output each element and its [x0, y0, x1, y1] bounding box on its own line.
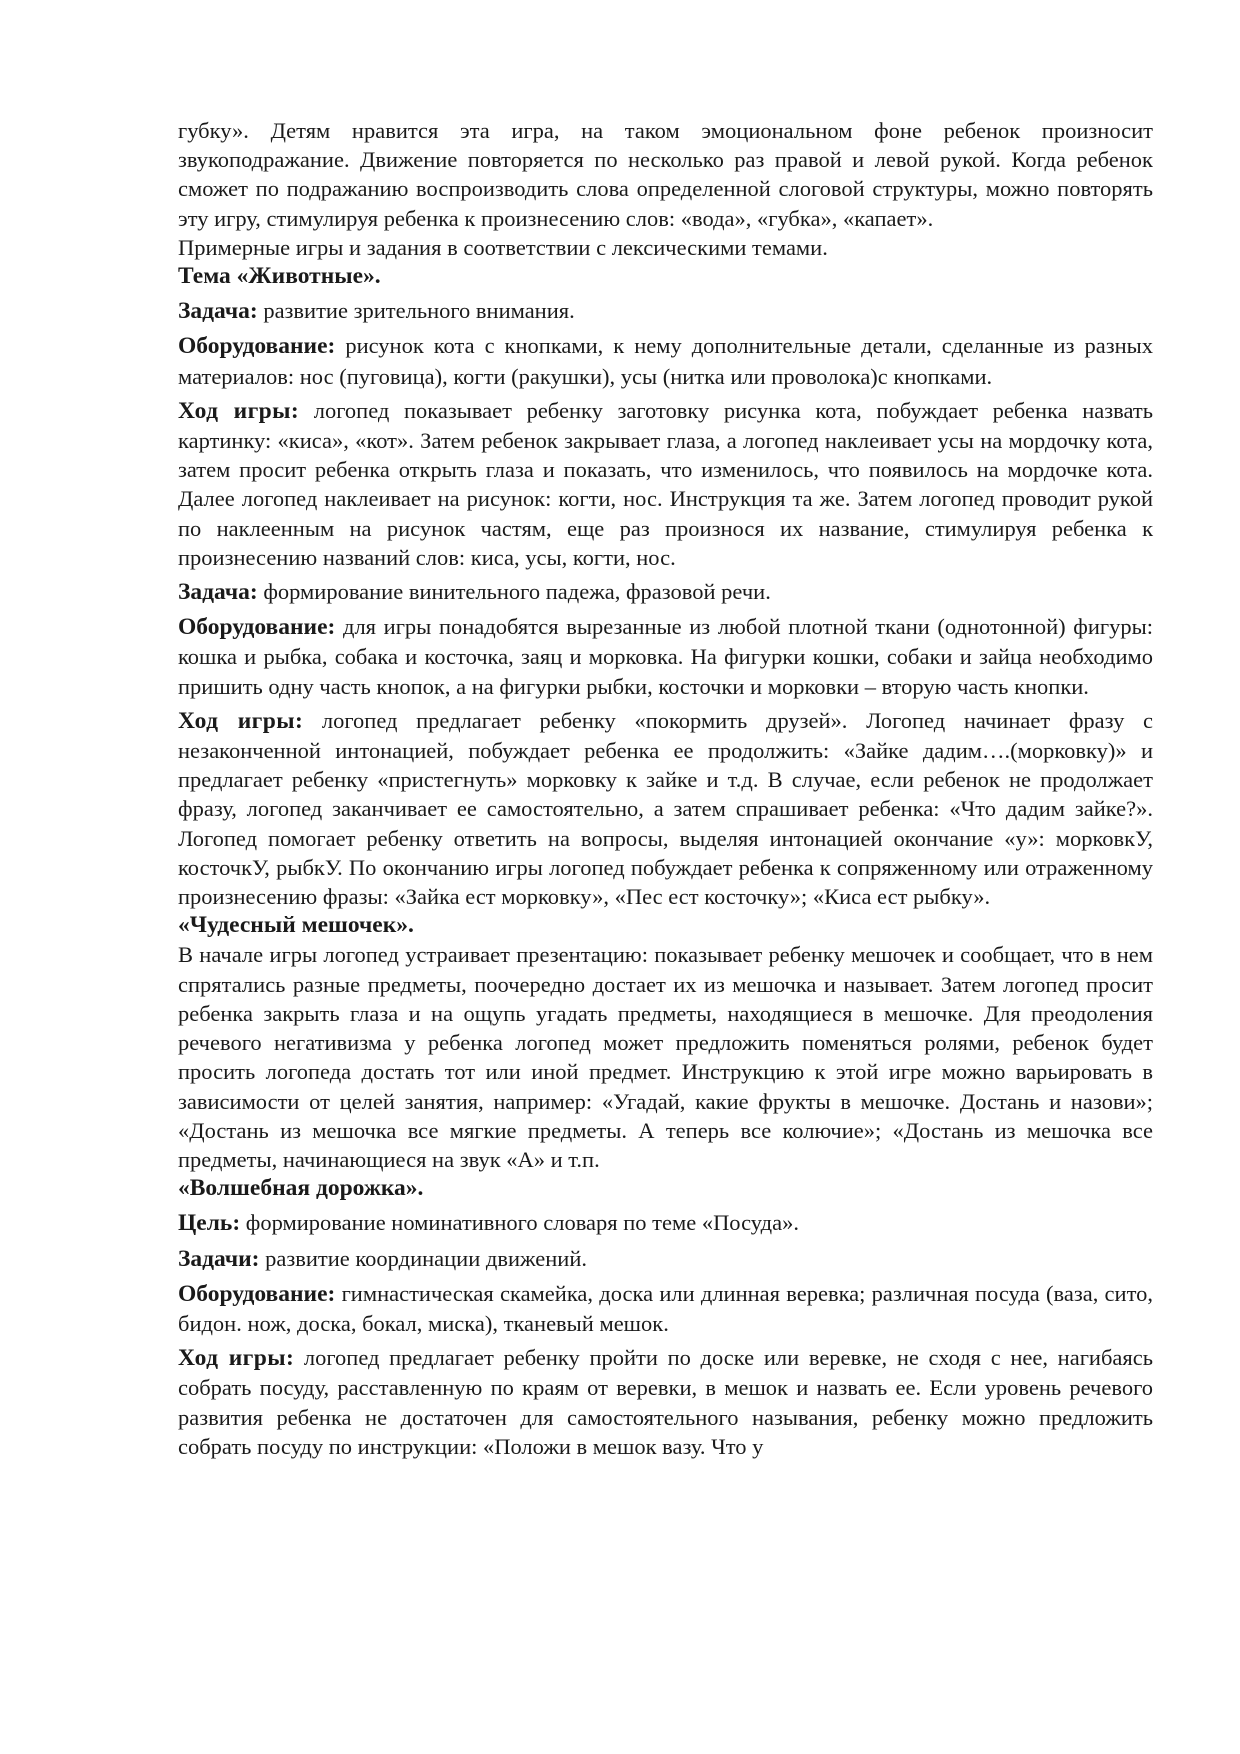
heading-theme-animals: Тема «Животные».	[178, 263, 381, 290]
task-text: формирование винительного падежа, фразовой речи.	[257, 579, 771, 605]
game-course-text: логопед показывает ребенку заготовку рисунка кота, побуждает ребенка назвать картинку: «киса», «кот». Затем ребенок закрывает глаза, а логопед наклеивает усы на мордочку кота, затем просит ребенка открыть глаза и показать, что изменилось, что появилось на мордочке кота. Далее логопед наклеивает на рисунок: когти, нос. Инструкция та же. Затем логопед проводит рукой по наклеенным на рисунок частям, еще раз произнося их название, стимулируя ребенка к произнесению названий слов: киса, усы, когти, нос.	[178, 397, 1154, 570]
paragraph-task-1	[178, 296, 1153, 326]
heading-magic-path: «Волшебная дорожка».	[178, 1175, 424, 1202]
paragraph-goal	[178, 1208, 1153, 1238]
paragraph-game-course-3	[178, 1343, 1153, 1461]
paragraph-equipment-1	[178, 331, 1153, 390]
goal-text: формирование номинативного словаря по теме «Посуда».	[240, 1210, 799, 1236]
paragraph-game-course-1	[178, 396, 1153, 572]
paragraph-equipment-3	[178, 1279, 1153, 1338]
label-game-course: Ход игры:	[178, 707, 304, 734]
paragraph-intro-continuation: губку». Детям нравится эта игра, на таком эмоциональном фоне ребенок произносит звукоподражание. Движение повторяется по несколько раз правой и левой рукой. Когда ребенок сможет по подражанию воспроизводить слова определенной слоговой структуры, можно повторять эту игру, стимулируя ребенка к произнесению слов: «вода», «губка», «капает».	[178, 118, 1153, 231]
paragraph-task-2	[178, 577, 1153, 607]
equipment-text: для игры понадобятся вырезанные из любой плотной ткани (однотонной) фигуры: кошка и рыбка, собака и косточка, заяц и морковка. На фигурки кошки, собаки и зайца необходимо пришить одну часть кнопок, а на фигурки рыбки, косточки и морковки – вторую часть кнопки.	[178, 614, 1153, 699]
paragraph-equipment-2	[178, 612, 1153, 701]
label-task: Задача:	[178, 579, 258, 606]
label-tasks: Задачи:	[178, 1245, 260, 1272]
label-task: Задача:	[178, 298, 258, 325]
task-text: развитие зрительного внимания.	[257, 298, 575, 324]
equipment-text: рисунок кота с кнопками, к нему дополнительные детали, сделанные из разных материалов: нос (пуговица), когти (ракушки), усы (нитка или проволока)с кнопками.	[178, 333, 1153, 389]
equipment-text: гимнастическая скамейка, доска или длинная веревка; различная посуда (ваза, сито, бидон. нож, доска, бокал, миска), тканевый мешок.	[178, 1280, 1153, 1336]
paragraph-game-course-2	[178, 706, 1153, 911]
label-equipment: Оборудование:	[178, 614, 336, 641]
paragraph-lexical-themes: Примерные игры и задания в соответствии с лексическими темами.	[178, 234, 828, 260]
game-course-text: логопед предлагает ребенку пройти по доске или веревке, не сходя с нее, нагибаясь собрать посуду, расставленную по краям от веревки, в мешок и назвать ее. Если уровень речевого развития ребенка не достаточен для самостоятельного называния, ребенку можно предложить собрать посуду по инструкции: «Положи в мешок вазу. Что у	[178, 1345, 1153, 1459]
paragraph-wonder-bag: В начале игры логопед устраивает презентацию: показывает ребенку мешочек и сообщает, что в нем спрятались разные предметы, поочередно достает их из мешочка и называет. Затем логопед просит ребенка закрыть глаза и на ощупь угадать предметы, находящиеся в мешочке. Для преодоления речевого негативизма у ребенка логопед может предложить поменяться ролями, ребенок будет просить логопеда достать тот или иной предмет. Инструкцию к этой игре можно варьировать в зависимости от целей занятия, например: «Угадай, какие фрукты в мешочке. Достань и назови»; «Достань из мешочка все мягкие предметы. А теперь все колючие»; «Достань из мешочка все предметы, начинающиеся на звук «А» и т.п.	[178, 942, 1153, 1172]
label-equipment: Оборудование:	[178, 1280, 336, 1307]
game-course-text: логопед предлагает ребенку «покормить друзей». Логопед начинает фразу с незаконченной интонацией, побуждает ребенка ее продолжить: «Зайке дадим….(морковку)» и предлагает ребенку «пристегнуть» морковку к зайке и т.д. В случае, если ребенок не продолжает фразу, логопед заканчивает ее самостоятельно, а затем спрашивает ребенка: «Что дадим зайке?». Логопед помогает ребенку ответить на вопросы, выделяя интонацией окончание «у»: морковкУ, косточкУ, рыбкУ. По окончанию игры логопед побуждает ребенка к сопряженному или отраженному произнесению фразы: «Зайка ест морковку», «Пес ест косточку»; «Киса ест рыбку».	[178, 707, 1153, 910]
tasks-text: развитие координации движений.	[259, 1245, 587, 1271]
label-equipment: Оборудование:	[178, 333, 336, 360]
label-game-course: Ход игры:	[178, 1345, 295, 1372]
paragraph-tasks	[178, 1244, 1153, 1274]
heading-wonder-bag: «Чудесный мешочек».	[178, 912, 414, 939]
label-game-course: Ход игры:	[178, 397, 300, 424]
label-goal: Цель:	[178, 1210, 241, 1237]
